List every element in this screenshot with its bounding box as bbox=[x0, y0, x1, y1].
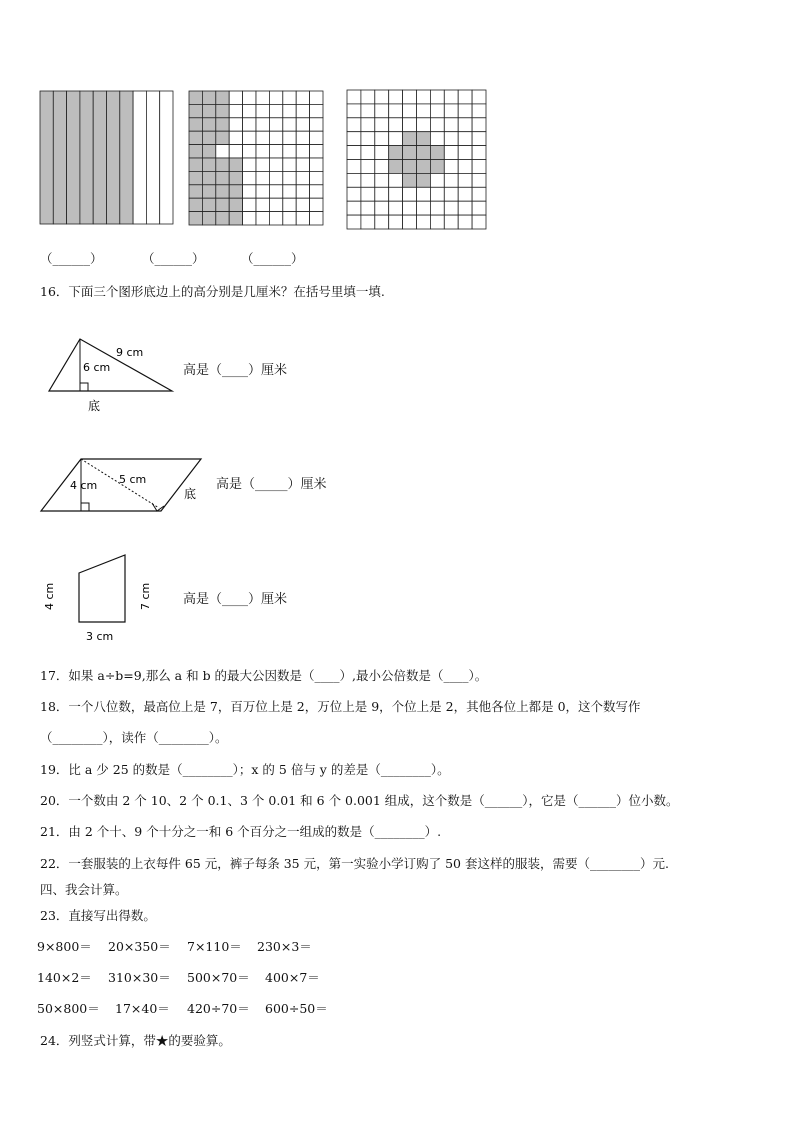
calc-0-0: 9×800＝ bbox=[37, 939, 92, 954]
blank-1: （______） bbox=[40, 251, 103, 266]
trapezoid-bottom-label: 3 cm bbox=[86, 630, 114, 643]
calc-1-2: 500×70＝ bbox=[187, 970, 250, 985]
question-22: 22．一套服装的上衣每件 65 元，裤子每条 35 元，第一实验小学订购了 50 套这样的服装，需要（________）元. bbox=[40, 856, 669, 871]
trapezoid-answer: 高是（____）厘米 bbox=[183, 592, 288, 607]
calc-1-0: 140×2＝ bbox=[37, 970, 92, 985]
calc-2-1: 17×40＝ bbox=[115, 1001, 170, 1016]
trapezoid-left-label: 4 cm bbox=[43, 582, 56, 610]
section-heading: 四、我会计算。 bbox=[40, 882, 128, 897]
parallelogram-figure bbox=[38, 456, 208, 518]
calc-2-2: 420÷70＝ bbox=[187, 1001, 250, 1016]
triangle-answer: 高是（____）厘米 bbox=[183, 363, 288, 378]
calc-2-3: 600÷50＝ bbox=[265, 1001, 328, 1016]
triangle-base-label: 底 bbox=[88, 399, 101, 413]
square-grid-figure bbox=[188, 90, 328, 226]
question-24: 24．列竖式计算，带★的要验算。 bbox=[40, 1033, 231, 1048]
question-20: 20．一个数由 2 个 10、2 个 0.1、3 个 0.01 和 6 个 0.001 组成，这个数是（______），它是（______）位小数。 bbox=[40, 793, 679, 808]
trapezoid-figure bbox=[40, 552, 156, 646]
calc-1-1: 310×30＝ bbox=[108, 970, 171, 985]
triangle-height-label: 6 cm bbox=[83, 361, 111, 374]
blank-2: （______） bbox=[142, 251, 205, 266]
question-23: 23．直接写出得数。 bbox=[40, 908, 156, 923]
parallelogram-base-label: 底 bbox=[184, 487, 197, 501]
triangle-side-label: 9 cm bbox=[116, 346, 144, 359]
question-19: 19．比 a 少 25 的数是（________）；x 的 5 倍与 y 的差是（________）。 bbox=[40, 762, 450, 777]
question-21: 21．由 2 个十、9 个十分之一和 6 个百分之一组成的数是（________）. bbox=[40, 824, 442, 839]
calc-0-1: 20×350＝ bbox=[108, 939, 171, 954]
parallelogram-diag-label: 5 cm bbox=[119, 473, 147, 486]
calc-2-0: 50×800＝ bbox=[37, 1001, 100, 1016]
cross-grid-figure bbox=[346, 89, 488, 230]
calc-1-3: 400×7＝ bbox=[265, 970, 320, 985]
strip-grid-figure bbox=[39, 90, 175, 226]
question-16: 16．下面三个图形底边上的高分别是几厘米？在括号里填一填. bbox=[40, 284, 385, 299]
question-17: 17．如果 a÷b=9,那么 a 和 b 的最大公因数是（____）,最小公倍数是（____）。 bbox=[40, 668, 488, 683]
calc-0-3: 230×3＝ bbox=[257, 939, 312, 954]
parallelogram-answer: 高是（_____）厘米 bbox=[216, 477, 327, 492]
triangle-figure bbox=[44, 336, 179, 416]
calc-0-2: 7×110＝ bbox=[187, 939, 242, 954]
parallelogram-height-label: 4 cm bbox=[70, 479, 98, 492]
blank-3: （______） bbox=[241, 251, 304, 266]
question-18: 18．一个八位数，最高位上是 7，百万位上是 2，万位上是 9，个位上是 2，其他各位上都是 0，这个数写作 bbox=[40, 699, 641, 714]
question-18-cont: （________），读作（________）。 bbox=[40, 730, 228, 745]
trapezoid-right-label: 7 cm bbox=[139, 582, 152, 610]
